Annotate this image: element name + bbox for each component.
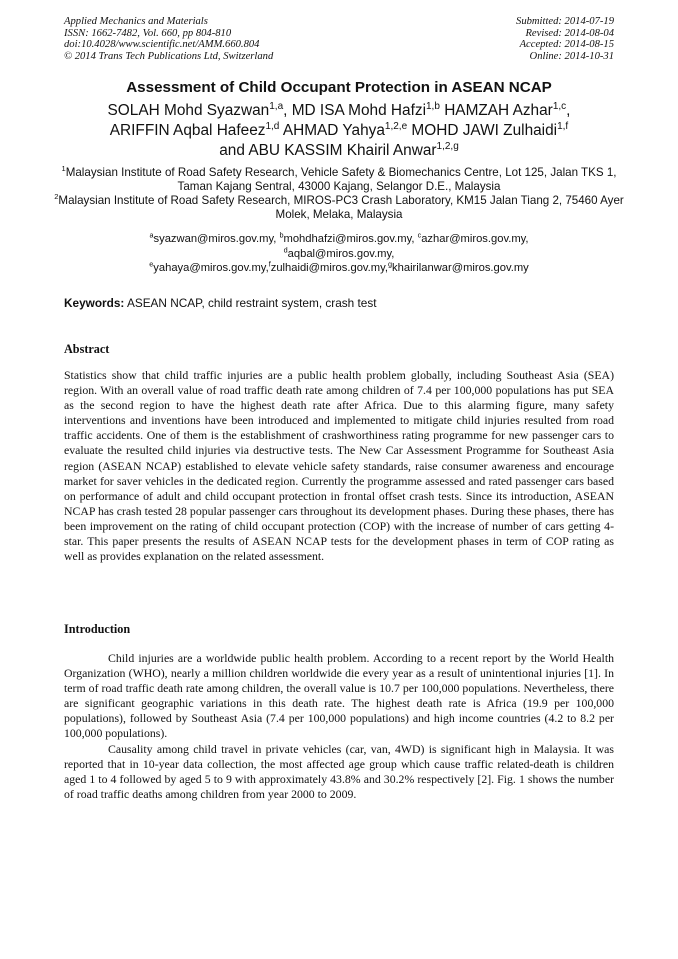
journal-doi: doi:10.4028/www.scientific.net/AMM.660.804 xyxy=(64,39,260,50)
affiliation-text: Malaysian Institute of Road Safety Research, MIROS-PC3 Crash Laboratory, KM15 Jalan Tiang 2, 75460 Ayer Molek, Melaka, Malaysia xyxy=(58,194,624,221)
author-name: HAMZAH Azhar xyxy=(444,102,553,119)
author-affiliation-mark: 1,f xyxy=(557,120,569,132)
email-list: $^a$syazwan@miros.gov.my, $^b$mohdhafzi@miros.gov.my, $^c$azhar@miros.gov.my, $^d$aqbal@miros.gov.my, $^e$yahaya@miros.gov.my,$^f$zulhaidi@miros.gov.my,$^g$khairilanwar@miros.gov.my xyxy=(149,230,529,274)
date-revised: Revised: 2014-08-04 xyxy=(525,27,614,39)
affiliation-list xyxy=(54,166,624,222)
email-e: yahaya@miros.gov.my, xyxy=(153,262,269,274)
affiliation-1 xyxy=(54,166,624,194)
journal-info xyxy=(64,16,273,62)
date-online: Online: 2014-10-31 xyxy=(529,50,614,62)
date-accepted: Accepted: 2014-08-15 xyxy=(519,39,614,50)
journal-copyright: © 2014 Trans Tech Publications Ltd, Switzerland xyxy=(64,50,274,62)
introduction-paragraph-1: Child injuries are a worldwide public health problem. According to a recent report by the World Health Organization (WHO), nearly a million children worldwide die every year as a result of unintentional injuries [1]. In term of road traffic death rate among children, the overall value is 10.7 per 100,000 populations. Nevertheless, there are significant geographic variations in this death rate. The highest death rate is Africa (19.9 per 100,000 populations), followed by Southeast Asia (7.4 per 100,000 populations) and high income countries (4.2 to 8.2 per 100,000 populations). xyxy=(64,651,614,741)
author-separator: , xyxy=(566,102,571,119)
introduction-heading: Introduction xyxy=(64,622,131,636)
email-f: zulhaidi@miros.gov.my, xyxy=(270,262,388,274)
author-list xyxy=(40,101,638,161)
email-d: aqbal@miros.gov.my, xyxy=(287,247,395,260)
author-name: MD ISA Mohd Hafzi xyxy=(291,102,426,119)
journal-issn: ISSN: 1662-7482, Vol. 660, pp 804-810 xyxy=(64,27,232,39)
author-name: and ABU KASSIM Khairil Anwar xyxy=(219,142,437,159)
affiliation-mark: 1 xyxy=(61,164,66,174)
keywords xyxy=(64,296,624,310)
introduction-paragraph-2: Causality among child travel in private vehicles (car, van, 4WD) is significant high in Malaysia. It was reported that in 10-year data collection, the most affected age group which cause traffic related-death is children aged 1 to 4 followed by aged 5 to 9 with approximately 43.8% and 30.2% respectively [2]. Fig. 1 shows the number of road traffic deaths among children from year 2000 to 2009. xyxy=(64,742,614,802)
author-name: ARIFFIN Aqbal Hafeez xyxy=(109,122,266,139)
submission-dates xyxy=(516,16,614,62)
abstract-heading: Abstract xyxy=(64,342,110,356)
author-affiliation-mark: 1,a xyxy=(269,100,284,112)
author-name: SOLAH Mohd Syazwan xyxy=(107,102,270,119)
paper-title: Assessment of Child Occupant Protection in ASEAN NCAP xyxy=(126,79,552,96)
email-c: azhar@miros.gov.my, xyxy=(421,233,529,245)
author-name: AHMAD Yahya xyxy=(282,122,385,139)
affiliation-text: Malaysian Institute of Road Safety Research, Vehicle Safety & Biomechanics Centre, Lot 125, Jalan TKS 1, Taman Kajang Sentral, 43000 Kajang, Selangor D.E., Malaysia xyxy=(65,166,617,193)
affiliation-2 xyxy=(54,194,624,222)
author-affiliation-mark: 1,2,g xyxy=(436,140,459,152)
author-name: MOHD JAWI Zulhaidi xyxy=(411,122,558,139)
author-affiliation-mark: 1,2,e xyxy=(384,120,408,132)
journal-name: Applied Mechanics and Materials xyxy=(64,16,208,27)
author-affiliation-mark: 1,d xyxy=(265,120,280,132)
author-affiliation-mark: 1,b xyxy=(426,100,440,112)
email-a: syazwan@miros.gov.my, xyxy=(153,233,277,245)
keywords-label: Keywords: xyxy=(64,296,125,310)
author-separator: , xyxy=(283,102,292,119)
email-b: mohdhafzi@miros.gov.my, xyxy=(283,233,415,245)
keywords-text: ASEAN NCAP, child restraint system, crash test xyxy=(126,296,377,310)
email-g: khairilanwar@miros.gov.my xyxy=(392,262,529,274)
date-submitted: Submitted: 2014-07-19 xyxy=(516,16,614,27)
author-affiliation-mark: 1,c xyxy=(552,100,567,112)
affiliation-mark: 2 xyxy=(54,192,59,202)
abstract-text: Statistics show that child traffic injuries are a public health problem globally, including Southeast Asia (SEA) region. With an overall value of road traffic death rate among children of 7.4 per 100,000 populations has put SEA as the second region to have the highest death rate after Africa. Due to this alarming figure, many safety interventions and inventions have been introduced and implemented to mitigate child injuries resulted from road traffic accidents. One of them is the establishment of crashworthiness rating programme for new passenger cars to evaluate the resulted child injuries via destructive tests. The New Car Assessment Programme for Southeast Asia region (ASEAN NCAP) established to elevate vehicle safety standards, raise consumer awareness and encourage market for saver vehicles in the dedicated region. Currently the programme assessed and rated passenger cars based on performance of adult and child occupant protection in frontal offset crash tests. Since its introduction, ASEAN NCAP has crash tested 28 popular passenger cars throughout its development phases. During these phases, there has been improvement on the rating of child occupant protection (COP) with the increase of number of cars getting 4-star. This paper presents the results of ASEAN NCAP tests for the development phases in term of COP rating as well as provides explanation on the related assessment. xyxy=(64,368,614,564)
